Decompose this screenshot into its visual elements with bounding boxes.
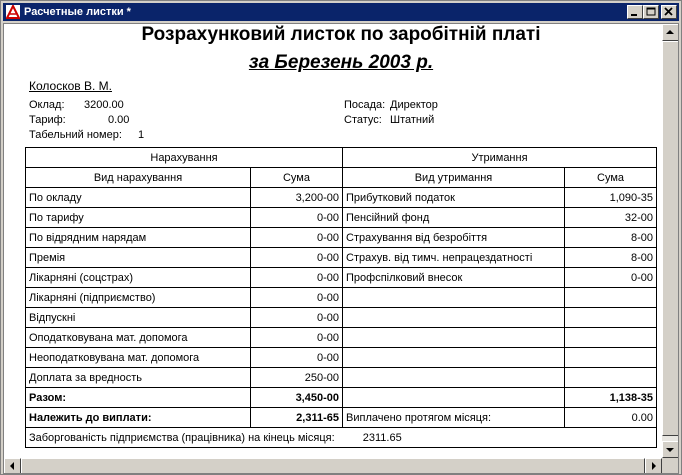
arrow-up-icon [663,25,678,40]
total-row [26,388,657,408]
title-bar[interactable] [3,3,679,21]
accrual-type-header: Вид нарахування [26,168,251,188]
table-row [26,308,657,328]
accrual-sum: 0-00 [251,308,343,328]
accrual-sum: 0-00 [251,268,343,288]
deduction-sum: 8-00 [565,248,657,268]
deduction-sum: 0-00 [565,268,657,288]
payable-row [26,408,657,428]
status-value: Штатний [390,114,435,126]
debt-row [26,428,657,448]
maximize-icon [644,6,658,18]
accrual-name: Премія [26,248,251,268]
accrual-name: Оподатковувана мат. допомога [26,328,251,348]
deduction-name [343,368,565,388]
position-value: Директор [390,99,438,111]
total-deductions: 1,138-35 [565,388,657,408]
table-group-header-row [26,148,657,168]
minimize-icon [628,6,642,18]
close-icon [662,6,676,18]
employee-name: Колосков В. М. [29,79,112,93]
deduction-type-header: Вид утримання [343,168,565,188]
total-accruals: 3,450-00 [251,388,343,408]
vertical-scrollbar[interactable] [662,24,679,458]
debt-label: Заборгованість підприємства (працівника) на кінець місяця: [29,431,335,444]
accrual-name: По тарифу [26,208,251,228]
table-row [26,328,657,348]
deduction-sum [565,348,657,368]
accrual-name: Відпускні [26,308,251,328]
scroll-right-button[interactable] [645,458,662,474]
accrual-name: По окладу [26,188,251,208]
arrow-down-icon [663,442,678,457]
deduction-sum-header: Сума [565,168,657,188]
paid-label: Виплачено протягом місяця: [343,408,565,428]
deduction-sum: 32-00 [565,208,657,228]
payable-label: Належить до виплати: [26,408,251,428]
tarif-value: 0.00 [108,114,130,126]
accruals-header: Нарахування [26,148,343,168]
scroll-up-button[interactable] [662,24,679,41]
paid-value: 0.00 [565,408,657,428]
total-label: Разом: [26,388,251,408]
deductions-header: Утримання [343,148,657,168]
debt-value: 2311.65 [362,431,402,444]
deduction-sum: 1,090-35 [565,188,657,208]
deduction-sum [565,368,657,388]
deduction-name [343,348,565,368]
accrual-name: Лікарняні (підприємство) [26,288,251,308]
deduction-sum [565,308,657,328]
payable-value: 2,311-65 [251,408,343,428]
minimize-button[interactable] [627,5,643,19]
window-title: Расчетные листки * [24,6,131,18]
accrual-name: Доплата за вредность [26,368,251,388]
table-row [26,348,657,368]
scroll-left-button[interactable] [4,458,21,474]
vertical-scroll-thumb[interactable] [662,41,679,436]
accrual-sum: 0-00 [251,208,343,228]
accrual-sum: 250-00 [251,368,343,388]
deduction-name: Страхування від безробіття [343,228,565,248]
deduction-sum [565,288,657,308]
arrow-left-icon [5,459,20,474]
horizontal-scrollbar[interactable] [4,458,662,474]
oklad-value: 3200.00 [84,99,124,111]
table-row [26,368,657,388]
scrollbar-corner [662,458,679,474]
table-row [26,228,657,248]
deduction-name [343,328,565,348]
accrual-sum-header: Сума [251,168,343,188]
table-row [26,288,657,308]
accrual-name: Лікарняні (соцстрах) [26,268,251,288]
close-button[interactable] [661,5,677,19]
accrual-sum: 0-00 [251,328,343,348]
payslip-document [4,24,662,458]
table-row [26,208,657,228]
status-label: Статус: [344,114,382,126]
deduction-name: Пенсійний фонд [343,208,565,228]
oklad-label: Оклад: [29,99,65,111]
deduction-name: Страхув. від тимч. непрацездатності [343,248,565,268]
maximize-button[interactable] [643,5,659,19]
deduction-name: Профспілковий внесок [343,268,565,288]
total-deductions-label-cell [343,388,565,408]
table-row [26,248,657,268]
deduction-name: Прибутковий податок [343,188,565,208]
deduction-sum: 8-00 [565,228,657,248]
deduction-name [343,288,565,308]
table-column-header-row [26,168,657,188]
horizontal-scroll-thumb[interactable] [21,458,645,474]
tabnum-label: Табельний номер: [29,129,122,141]
deduction-sum [565,328,657,348]
table-body [26,188,657,388]
tabnum-value: 1 [138,129,145,141]
app-icon [6,5,20,19]
scroll-down-button[interactable] [662,441,679,458]
accrual-sum: 0-00 [251,248,343,268]
position-label: Посада: [344,99,386,111]
accrual-sum: 0-00 [251,348,343,368]
deduction-name [343,308,565,328]
arrow-right-icon [646,459,661,474]
report-area [3,23,679,474]
table-row [26,188,657,208]
report-title: Розрахунковий листок по заробітній платі [141,24,541,45]
accrual-sum: 3,200-00 [251,188,343,208]
accrual-name: Неоподатковувана мат. допомога [26,348,251,368]
debt-cell [26,428,657,448]
table-row [26,268,657,288]
accrual-sum: 0-00 [251,288,343,308]
payslip-table [25,147,657,448]
accrual-name: По відрядним нарядам [26,228,251,248]
report-period: за Березень 2003 р. [248,52,434,73]
accrual-sum: 0-00 [251,228,343,248]
tarif-label: Тариф: [29,114,66,126]
